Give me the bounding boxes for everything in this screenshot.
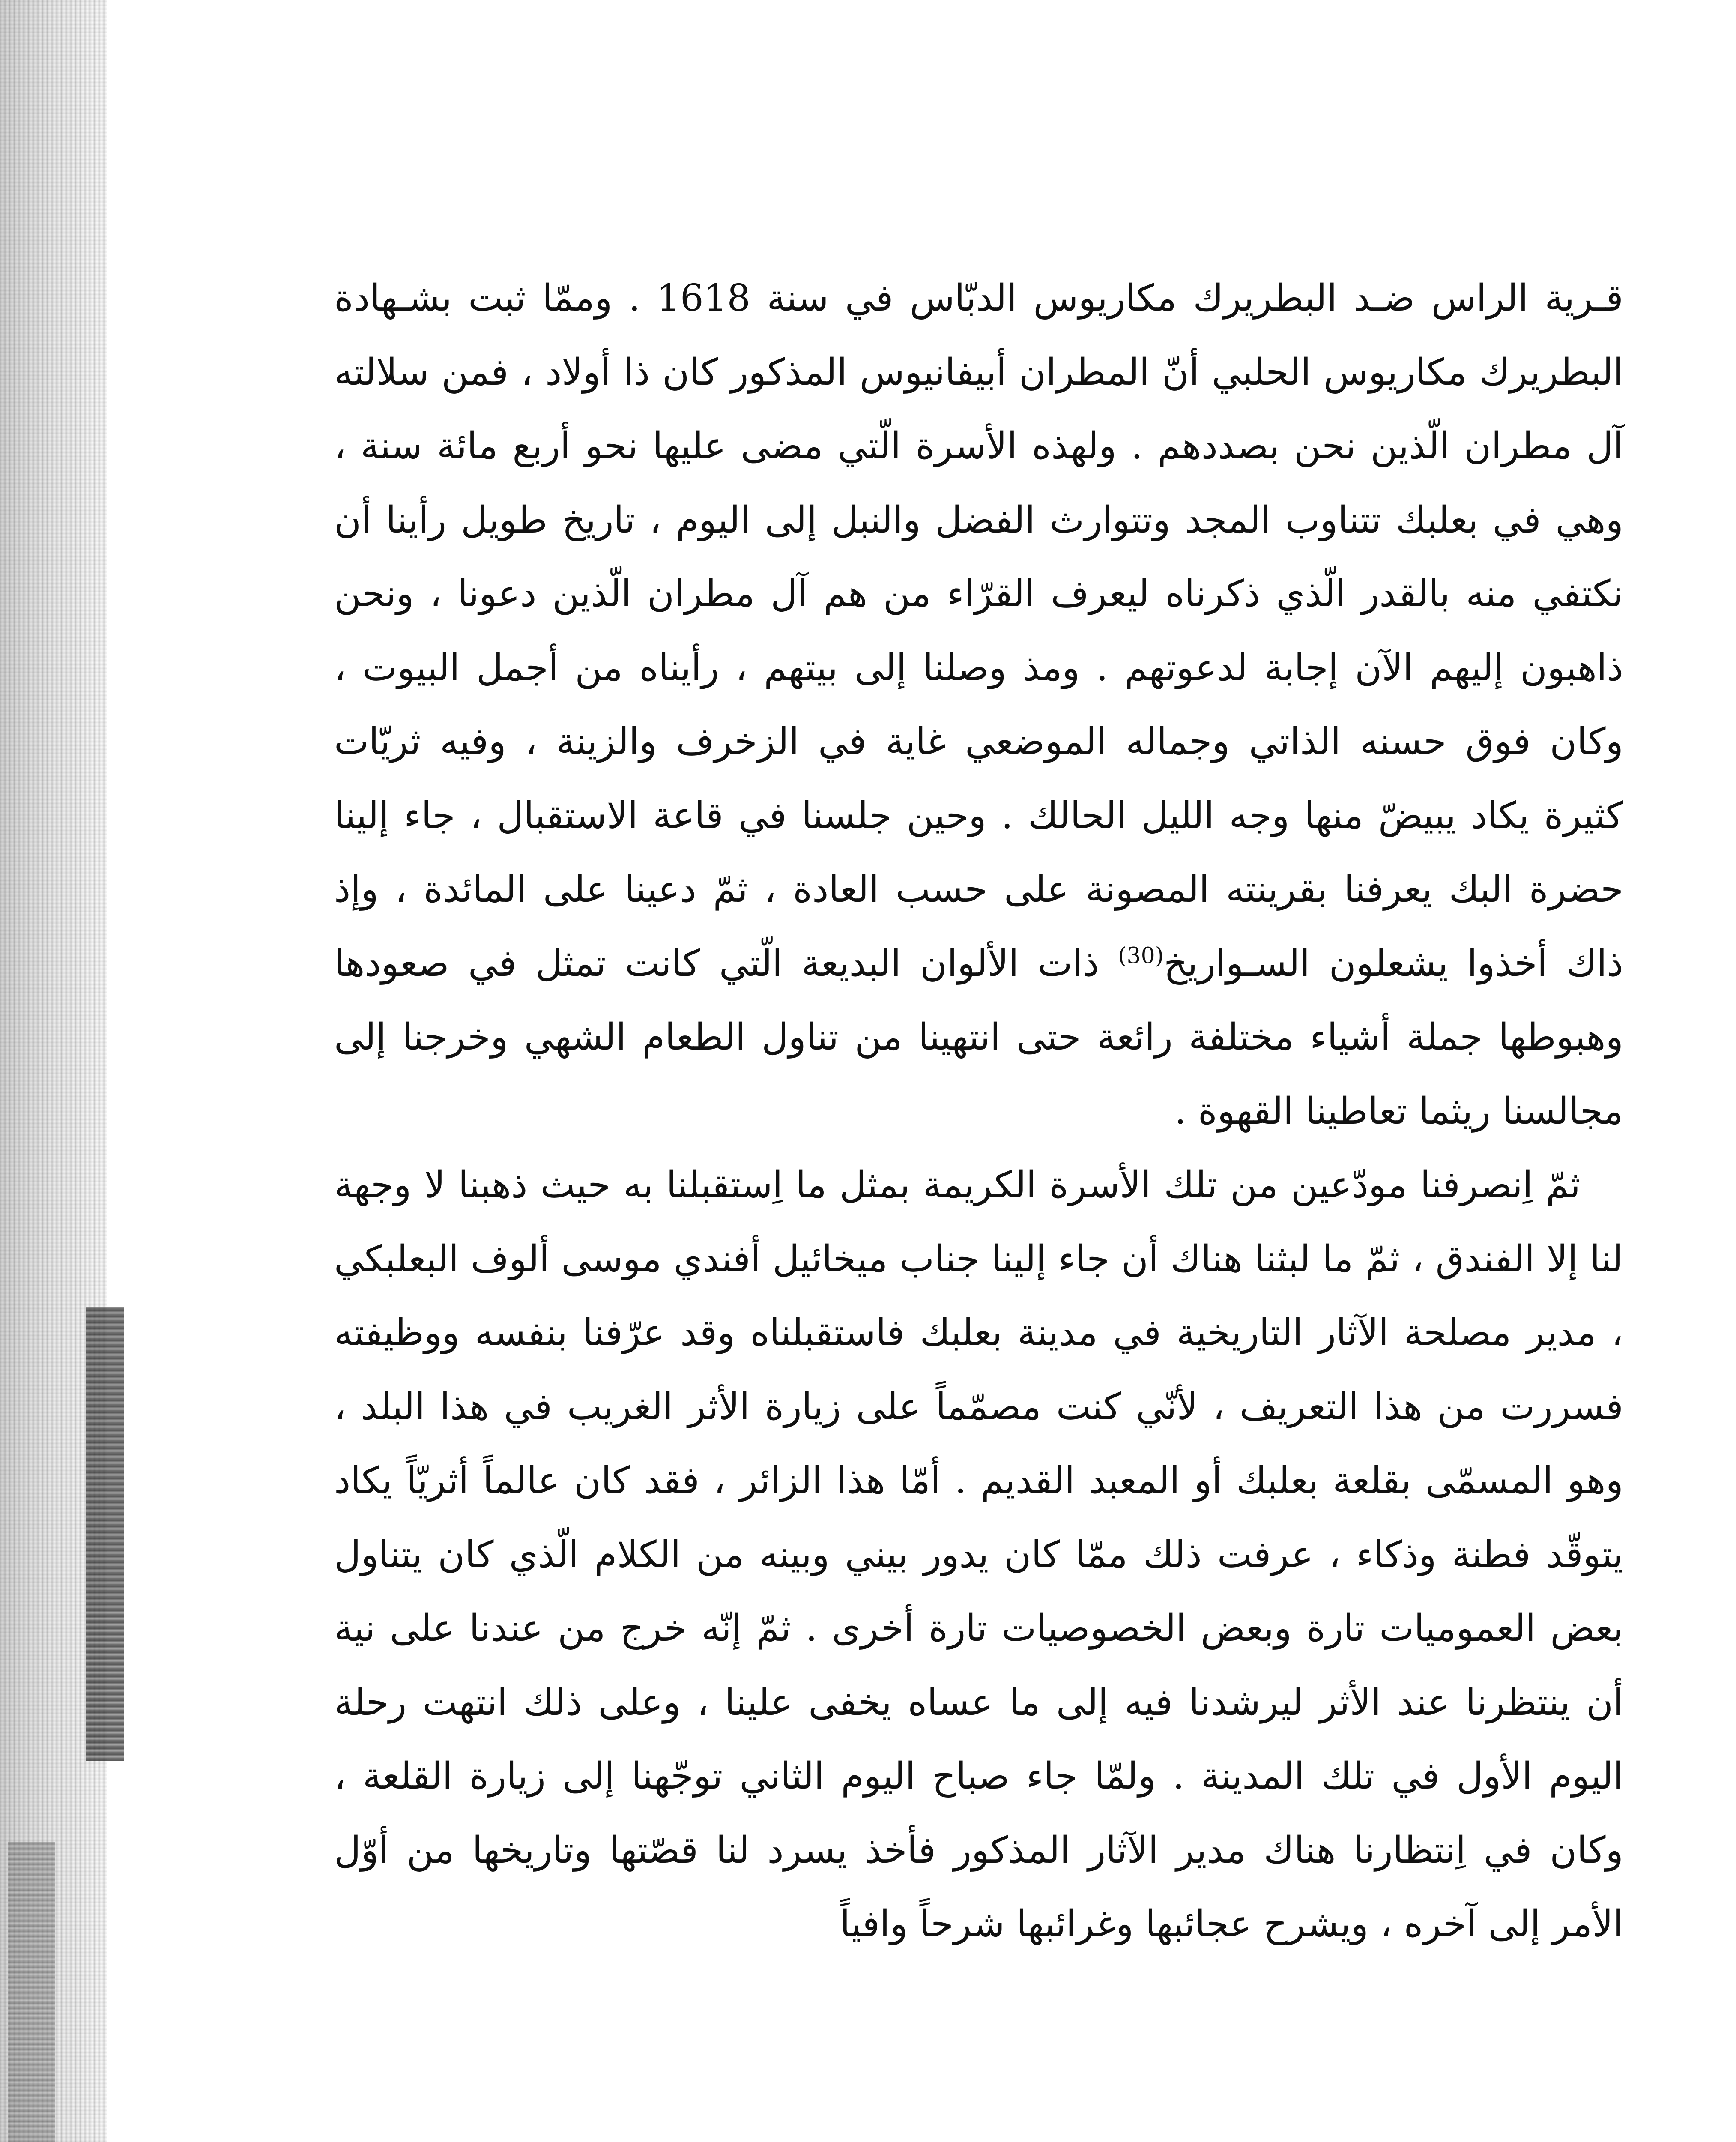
scan-binding-shadow-lower — [8, 1842, 55, 2142]
scan-binding-shadow — [86, 1307, 124, 1761]
body-text — [334, 261, 1623, 1961]
paragraph-1-tail: ذات الألوان البديعة الّتي كانت تمثل في صعودها وهبوطها جملة أشياء مختلفة رائعة حتى انتهينا من تناول الطعام الشهي وخرجنا إلى مجالسنا ريثما تعاطينا القهوة . — [334, 942, 1623, 1133]
paragraph-1 — [334, 261, 1623, 1148]
paragraph-2: ثمّ اِنصرفنا مودّعين من تلك الأسرة الكريمة بمثل ما اِستقبلنا به حيث ذهبنا لا وجهة لنا إلا الفندق ، ثمّ ما لبثنا هناك أن جاء إلينا جناب ميخائيل أفندي موسى ألوف البعلبكي ، مدير مصلحة الآثار التاريخية في مدينة بعلبك فاستقبلناه وقد عرّفنا بنفسه ووظيفته فسررت من هذا التعريف ، لأنّي كنت مصمّماً على زيارة الأثر الغريب في هذا البلد ، وهو المسمّى بقلعة بعلبك أو المعبد القديم . أمّا هذا الزائر ، فقد كان عالماً أثريّاً يكاد يتوقّد فطنة وذكاء ، عرفت ذلك ممّا كان يدور بيني وبينه من الكلام الّذي كان يتناول بعض العموميات تارة وبعض الخصوصيات تارة أخرى . ثمّ إنّه خرج من عندنا على نية أن ينتظرنا عند الأثر ليرشدنا فيه إلى ما عساه يخفى علينا ، وعلى ذلك انتهت رحلة اليوم الأول في تلك المدينة . ولمّا جاء صباح اليوم الثاني توجّهنا إلى زيارة القلعة ، وكان في اِنتظارنا هناك مدير الآثار المذكور فأخذ يسرد لنا قصّتها وتاريخها من أوّل الأمر إلى آخره ، ويشرح عجائبها وغرائبها شرحاً وافياً — [334, 1164, 1624, 1945]
footnote-reference: (30) — [1118, 942, 1164, 969]
paragraph-1-text: قـرية الراس ضـد البطريرك مكاريوس الدبّاس في سنة 1618 . وممّا ثبت بشـهادة البطريرك مكاريوس الحلبي أنّ المطران أبيفانيوس المذكور كان ذا أولاد ، فمن سلالته آل مطران الّذين نحن بصددهم . ولهذه الأسرة الّتي مضى عليها نحو أربع مائة سنة ، وهي في بعلبك تتناوب المجد وتتوارث الفضل والنبل إلى اليوم ، تاريخ طويل رأينا أن نكتفي منه بالقدر الّذي ذكرناه ليعرف القرّاء من هم آل مطران الّذين دعونا ، ونحن ذاهبون إليهم الآن إجابة لدعوتهم . ومذ وصلنا إلى بيتهم ، رأيناه من أجمل البيوت ، وكان فوق حسنه الذاتي وجماله الموضعي غاية في الزخرف والزينة ، وفيه ثريّات كثيرة يكاد يبيضّ منها وجه الليل الحالك . وحين جلسنا في قاعة الاستقبال ، جاء إلينا حضرة البك يعرفنا بقرينته المصونة على حسب العادة ، ثمّ دعينا على المائدة ، وإذ ذاك أخذوا يشعلون السـواريخ — [334, 277, 1623, 985]
scan-edge — [0, 0, 107, 2142]
